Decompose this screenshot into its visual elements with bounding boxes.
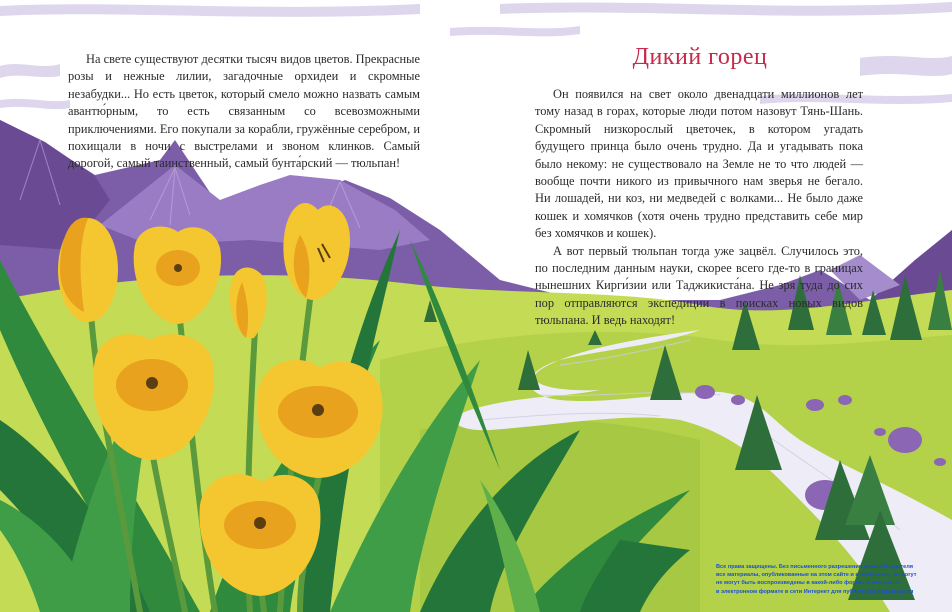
- paragraph: На свете существуют десятки тысяч видов цветов. Прекрасные розы и нежные лилии, загадочные орхидеи и скромные незабудки... Но есть цветок, который смело можно назвать самым авантю́рным, то есть связанным со всевозможными приключениями. Его покупали за корабли, гружённые серебром, и похищали в ночи с выстрелами и звоном клинков. Самый дорогой, самый таинственный, самый бунта́рский — тюльпан!: [68, 52, 420, 171]
- left-page-text: [68, 51, 420, 173]
- right-page-text: [535, 86, 863, 330]
- copyright-notice: [716, 563, 948, 596]
- paragraph: Он появился на свет около двенадцати миллионов лет тому назад в горах, которые люди потом назовут Тянь-Шань. Скромный низкорослый цветочек, в котором угадать будущего принца было очень трудно. Да и угадывать пока было некому: не существовало на Земле не то что людей — вообще почти никого из привычного нам зверья не бегало. Ни лошадей, ни коз, ни медведей с волками... Не было даже кошек и хомячков (хотя очень трудно представить себе мир без хомячков и кошек).: [535, 87, 863, 241]
- paragraph: А вот первый тюльпан тогда уже зацвёл. Случилось это, по последним данным науки, скорее всего где-то в границах нынешних Кирги́зии или Таджикиста́на. Не зря туда до сих пор отправляются экспедиции в поисках новых видов тюльпана. И ведь находят!: [535, 243, 863, 328]
- copyright-line: не могут быть воспроизведены в какой-либо форме, в том числе: [716, 580, 900, 587]
- page-title: Дикий горец: [632, 44, 768, 70]
- tulip-1: [58, 218, 118, 322]
- copyright-line: Все права защищены. Без письменного разрешения правообладателя: [716, 564, 914, 570]
- copyright-line: все материалы, опубликованные на этом сайте и в этой книге, не могут: [716, 572, 917, 579]
- copyright-line: в электронном формате в сети Интернет для публичного пользования: [716, 588, 914, 595]
